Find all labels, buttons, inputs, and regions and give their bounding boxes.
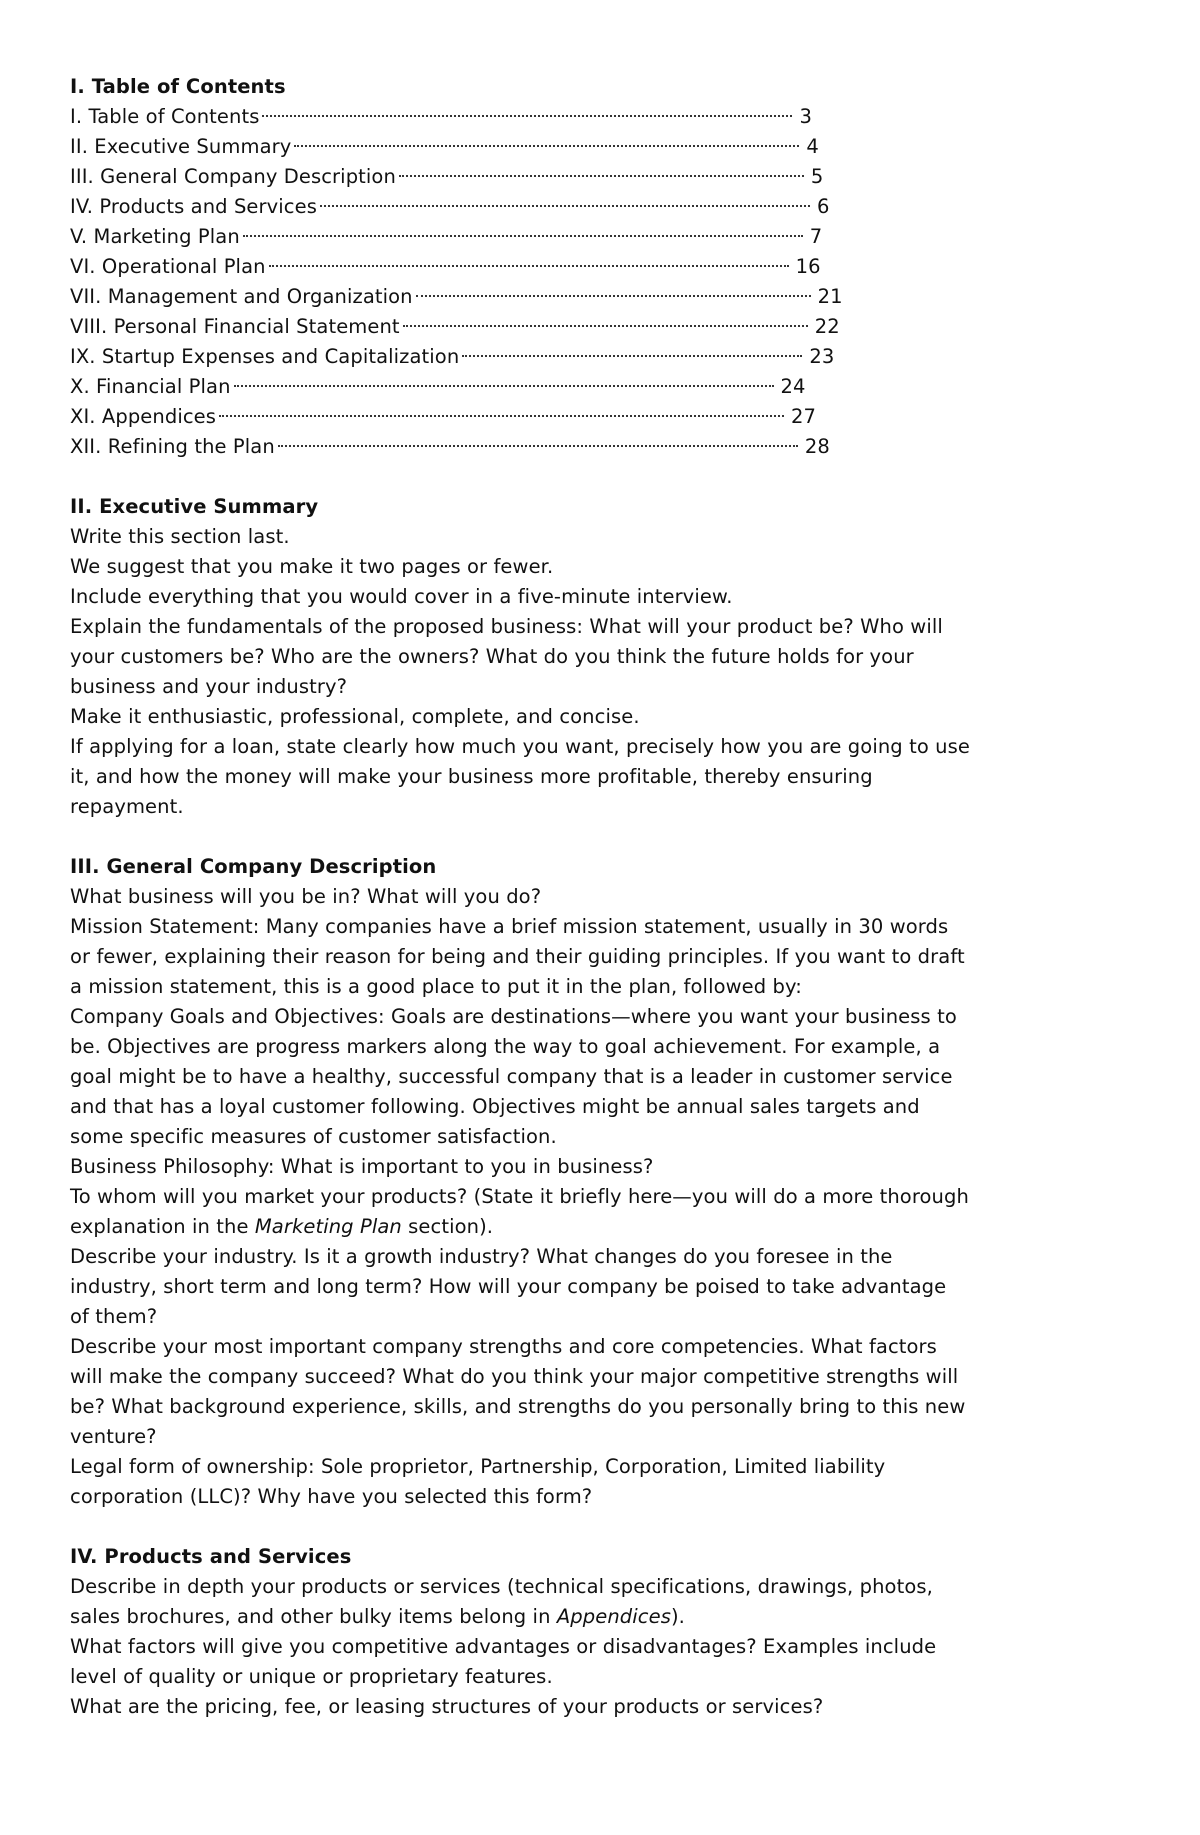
toc-entry-page: 3 (799, 105, 812, 128)
products-services-paragraph: What factors will give you competitive advantages or disadvantages? Examples include level of quality or unique or proprietary features. (70, 1635, 937, 1688)
toc-entry-title: VIII. Personal Financial Statement (70, 315, 400, 338)
toc-leader-dots (269, 265, 789, 267)
toc-entry-page: 21 (817, 285, 843, 308)
company-description-paragraph: What business will you be in? What will you do? (70, 885, 542, 908)
toc-entry-title: X. Financial Plan (70, 375, 231, 398)
toc-leader-dots (462, 355, 802, 357)
toc-entry-title: VII. Management and Organization (70, 285, 413, 308)
toc-entry-page: 6 (816, 195, 830, 218)
products-services-paragraph (70, 1572, 970, 1632)
toc-entry-page: 16 (795, 255, 821, 278)
toc-entry (70, 282, 970, 312)
toc-leader-dots (416, 295, 811, 297)
company-description-heading: III. General Company Description (70, 855, 437, 878)
products-services-heading: IV. Products and Services (70, 1545, 352, 1568)
toc-entry-page: 28 (804, 435, 830, 458)
toc-leader-dots (219, 415, 784, 417)
toc-entry (70, 222, 970, 252)
text-run: section). (401, 1215, 494, 1238)
executive-summary-paragraph: Make it enthusiastic, professional, complete, and concise. (70, 705, 640, 728)
toc-entry (70, 312, 970, 342)
toc-leader-dots (320, 205, 810, 207)
toc-entry-title: II. Executive Summary (70, 135, 292, 158)
toc-entry-title: VI. Operational Plan (70, 255, 266, 278)
toc-entry-page: 4 (806, 135, 819, 158)
toc-entry-title: IX. Startup Expenses and Capitalization (70, 345, 460, 368)
executive-summary-paragraph: Include everything that you would cover in a five-minute interview. (70, 585, 733, 608)
company-description-paragraph: Legal form of ownership: Sole proprietor, Partnership, Corporation, Limited liability corporation (LLC)? Why have you selected this form? (70, 1455, 886, 1508)
document-page (70, 72, 970, 1722)
toc-leader-dots (243, 235, 803, 237)
toc-heading: I. Table of Contents (70, 75, 286, 98)
toc-leader-dots (294, 145, 799, 147)
toc-entry (70, 402, 970, 432)
section-spacer (70, 822, 970, 852)
toc-leader-dots (234, 385, 774, 387)
toc-entry-page: 5 (810, 165, 824, 188)
executive-summary-paragraph: If applying for a loan, state clearly how much you want, precisely how you are going to use it, and how the money will make your business more profitable, thereby ensuring repayment. (70, 735, 970, 818)
toc-entry-title: XII. Refining the Plan (70, 435, 275, 458)
toc-entry (70, 162, 970, 192)
toc-entry-page: 24 (780, 375, 806, 398)
toc-entry (70, 192, 970, 222)
company-description-paragraph: Business Philosophy: What is important to you in business? (70, 1155, 654, 1178)
toc-leader-dots (403, 325, 808, 327)
toc-leader-dots (262, 115, 792, 117)
toc-leader-dots (399, 175, 804, 177)
executive-summary-paragraph: Explain the fundamentals of the proposed business: What will your product be? Who will your customers be? Who are the owners? What do you think the future holds for your business and your industry? (70, 615, 943, 698)
toc-entry-title: III. General Company Description (70, 165, 396, 188)
company-description-paragraph: Describe your industry. Is it a growth industry? What changes do you foresee in the industry, short term and long term? How will your company be poised to take advantage of them? (70, 1245, 947, 1328)
section-spacer (70, 1512, 970, 1542)
toc-entry (70, 372, 970, 402)
executive-summary-heading: II. Executive Summary (70, 495, 319, 518)
toc-leader-dots (278, 445, 798, 447)
text-run: ). (670, 1605, 685, 1628)
section-spacer (70, 462, 970, 492)
text-run: Describe in depth your products or services (technical specifications, drawings, photos, sales brochures, and other bulky items belong in (70, 1575, 933, 1628)
toc-entry (70, 132, 970, 162)
toc-entry-page: 7 (809, 225, 823, 248)
italic-reference: Appendices (556, 1605, 671, 1628)
toc-list (70, 102, 970, 462)
toc-entry (70, 432, 970, 462)
company-description-paragraph: Mission Statement: Many companies have a brief mission statement, usually in 30 words or fewer, explaining their reason for being and their guiding principles. If you want to draft a mission statement, this is a good place to put it in the plan, followed by: (70, 915, 965, 998)
toc-entry-title: V. Marketing Plan (70, 225, 240, 248)
toc-entry-page: 23 (809, 345, 835, 368)
company-description-paragraph: Company Goals and Objectives: Goals are destinations—where you want your business to be. Objectives are progress markers along the way to goal achievement. For example, a goal might be to have a healthy, successful company that is a leader in customer service and that has a loyal customer following. Objectives might be annual sales targets and some specific measures of customer satisfaction. (70, 1005, 957, 1148)
toc-entry-page: 22 (814, 315, 840, 338)
italic-reference: Marketing Plan (254, 1215, 402, 1238)
toc-entry-title: I. Table of Contents (70, 105, 260, 128)
toc-entry-page: 27 (791, 405, 817, 428)
toc-entry (70, 252, 970, 282)
toc-entry-title: IV. Products and Services (70, 195, 317, 218)
company-description-paragraph: Describe your most important company strengths and core competencies. What factors will make the company succeed? What do you think your major competitive strengths will be? What background experience, skills, and strengths do you personally bring to this new venture? (70, 1335, 966, 1448)
executive-summary-paragraph: We suggest that you make it two pages or fewer. (70, 555, 554, 578)
products-services-paragraph: What are the pricing, fee, or leasing structures of your products or services? (70, 1695, 824, 1718)
company-description-paragraph (70, 1182, 970, 1242)
toc-entry (70, 342, 970, 372)
toc-entry-title: XI. Appendices (70, 405, 217, 428)
executive-summary-paragraph: Write this section last. (70, 525, 290, 548)
toc-entry (70, 102, 970, 132)
text-run: To whom will you market your products? (State it briefly here—you will do a more thorough explanation in the (70, 1185, 969, 1238)
